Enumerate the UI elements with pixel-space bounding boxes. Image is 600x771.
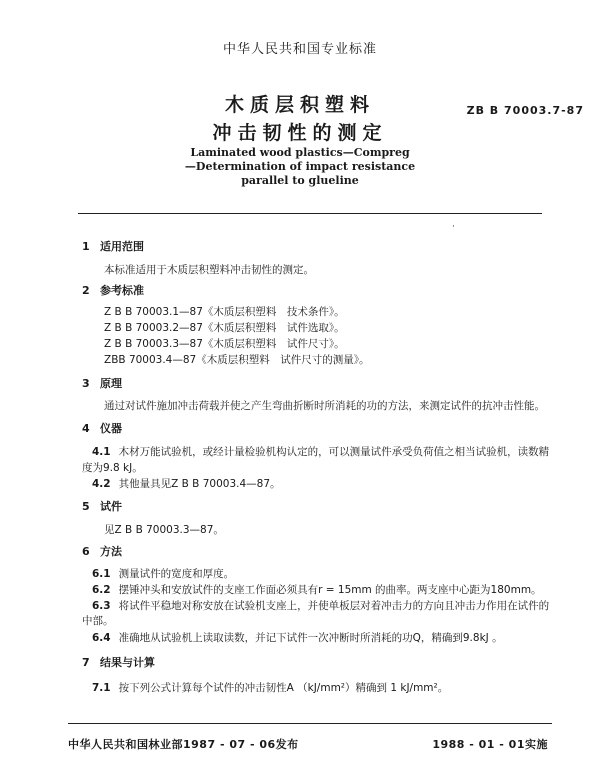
title-cn-line1: 木质层积塑料 [224,94,375,116]
top-divider [78,213,542,214]
clause-6-1 [92,566,234,581]
reference-item: Z B B 70003.1—87《木质层积塑料 技术条件》。 [104,306,345,318]
section-2-heading [82,282,144,298]
section-number: 3 [82,377,90,390]
clause-6-4 [92,630,503,645]
section-3-body: 通过对试件施加冲击荷载并使之产生弯曲折断时所消耗的功的方法，来测定试件的抗冲击性能。 [104,400,545,412]
section-number: 2 [82,284,90,297]
effective-date: 1988 - 01 - 01实施 [432,738,548,751]
standard-number: ZB B 70003.7-87 [466,104,584,117]
clause-text: 按下列公式计算每个试件的冲击韧性A （kJ/mm²）精确到 1 kJ/mm²。 [118,682,449,694]
clause-text: 测量试件的宽度和厚度。 [118,568,235,580]
scan-speck: · [452,222,455,232]
section-title: 仪器 [100,422,122,435]
clause-number: 4.1 [92,446,111,458]
clause-6-3-line1 [92,598,549,613]
clause-7-1 [92,680,448,695]
issuer-header: 中华人民共和国专业标准 [222,42,377,57]
section-4-heading [82,420,122,436]
section-title: 试件 [100,500,122,513]
clause-4-1-line2: 度为9.8 kJ。 [82,462,143,474]
title-en-line1: Laminated wood plastics—Compreg [190,146,410,159]
section-title: 参考标准 [100,284,144,297]
section-1-heading [82,238,144,254]
reference-item: ZBB 70003.4—87《木质层积塑料 试件尺寸的测量》。 [104,354,370,366]
section-title: 结果与计算 [100,656,155,669]
section-number: 4 [82,422,90,435]
title-en-line3: parallel to glueline [241,174,359,187]
section-number: 1 [82,240,90,253]
reference-item: Z B B 70003.3—87《木质层积塑料 试件尺寸》。 [104,338,345,350]
clause-6-3-line2: 中部。 [82,615,114,627]
clause-4-1-line1 [92,444,549,459]
clause-number: 6.1 [92,568,111,580]
section-title: 方法 [100,545,122,558]
section-number: 6 [82,545,90,558]
clause-number: 6.3 [92,600,111,612]
clause-text: 准确地从试验机上读取读数，并记下试件一次冲断时所消耗的功Q，精确到9.8kJ 。 [118,632,503,644]
clause-text: 摆锤冲头和安放试件的支座工作面必须具有r = 15mm 的曲率。两支座中心距为180mm。 [118,584,542,596]
clause-number: 6.2 [92,584,111,596]
clause-number: 6.4 [92,632,111,644]
clause-text: 将试件平稳地对称安放在试验机支座上，并使单板层对着冲击力的方向且冲击力作用在试件的 [118,600,550,612]
title-cn-line2: 冲击韧性的测定 [212,122,388,144]
section-5-heading [82,498,122,514]
footer-divider [68,723,552,724]
clause-6-2 [92,582,542,597]
clause-text: 其他量具见Z B B 70003.4—87。 [118,478,281,490]
section-3-heading [82,375,122,391]
section-number: 5 [82,500,90,513]
clause-text: 木材万能试验机，或经计量检验机构认定的，可以测量试件承受负荷值之相当试验机，读数精 [118,446,550,458]
section-5-body: 见Z B B 70003.3—87。 [104,524,224,536]
section-6-heading [82,543,122,559]
section-title: 原理 [100,377,122,390]
section-1-body: 本标准适用于木质层积塑料冲击韧性的测定。 [104,264,314,276]
clause-4-2 [92,476,281,491]
clause-number: 7.1 [92,682,111,694]
clause-number: 4.2 [92,478,111,490]
issued-date: 中华人民共和国林业部1987 - 07 - 06发布 [68,738,299,751]
title-en-line2: —Determination of impact resistance [184,160,416,173]
section-title: 适用范围 [100,240,144,253]
section-7-heading [82,654,155,670]
section-number: 7 [82,656,90,669]
reference-item: Z B B 70003.2—87《木质层积塑料 试件选取》。 [104,322,345,334]
